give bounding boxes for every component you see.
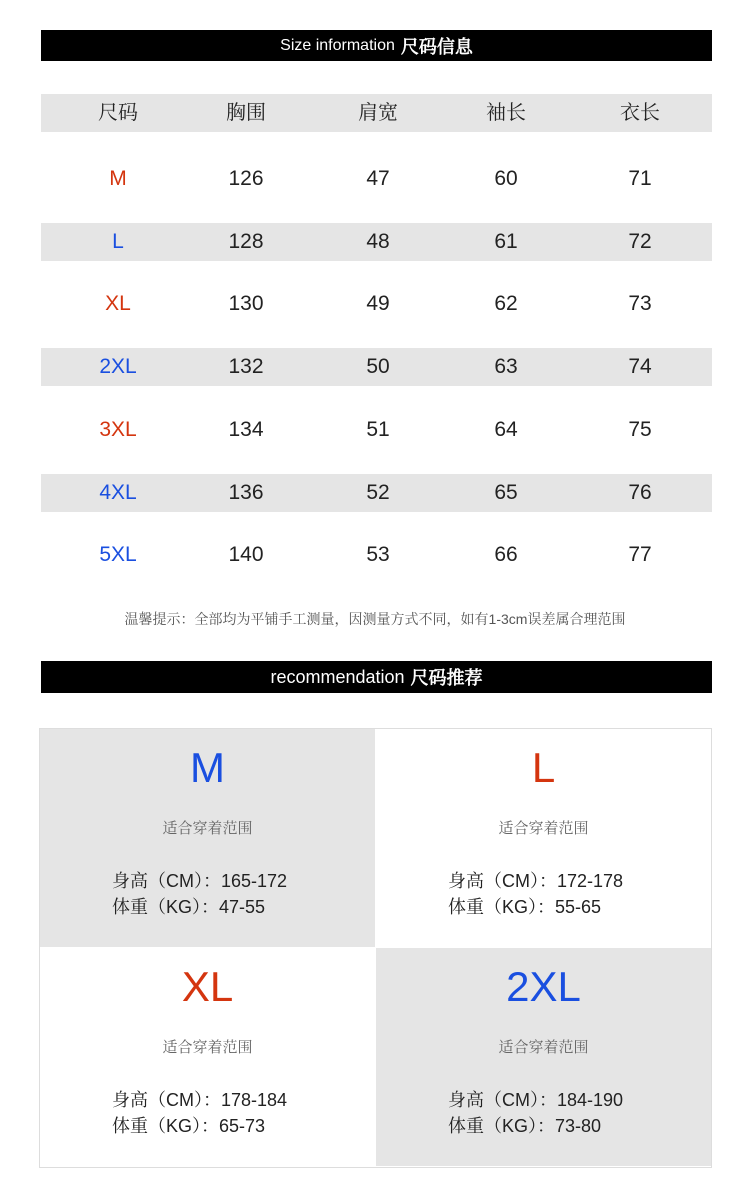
length-cell: 75 <box>628 418 652 441</box>
header-length: 衣长 <box>620 102 660 124</box>
card-height-range: 身高（CM）：165-172 <box>112 871 288 891</box>
card-fit-label: 适合穿着范围 <box>162 1039 253 1056</box>
card-size-label: 2XL <box>506 963 581 1010</box>
table-row <box>41 160 712 198</box>
table-row <box>41 474 712 512</box>
card-fit-label: 适合穿着范围 <box>498 1039 589 1056</box>
header-sleeve: 袖长 <box>486 102 526 124</box>
table-row <box>41 348 712 386</box>
size-header-zh: 尺码信息 <box>400 36 473 57</box>
size-cell: L <box>112 230 124 253</box>
recommendation-header <box>41 661 712 693</box>
shoulder-cell: 47 <box>366 167 390 190</box>
sleeve-cell: 65 <box>494 481 518 504</box>
table-row <box>41 411 712 449</box>
header-chest: 胸围 <box>226 102 266 124</box>
sleeve-cell: 61 <box>494 230 518 253</box>
chest-cell: 130 <box>228 292 264 315</box>
chest-cell: 134 <box>228 418 264 441</box>
shoulder-cell: 48 <box>366 230 390 253</box>
sleeve-cell: 66 <box>494 543 518 566</box>
size-cell: 3XL <box>99 418 137 441</box>
table-row <box>41 285 712 323</box>
rec-header-zh: 尺码推荐 <box>410 668 483 688</box>
card-size-label: L <box>531 744 556 791</box>
size-cell: 4XL <box>99 481 137 504</box>
card-size-label: XL <box>181 963 234 1010</box>
chest-cell: 136 <box>228 481 264 504</box>
card-weight-range: 体重（KG）：65-73 <box>112 1116 266 1136</box>
chest-cell: 132 <box>228 355 264 378</box>
card-fit-label: 适合穿着范围 <box>498 820 589 837</box>
recommendation-card-xl <box>40 948 375 1166</box>
card-weight-range: 体重（KG）：55-65 <box>448 897 602 917</box>
length-cell: 72 <box>628 230 652 253</box>
sleeve-cell: 63 <box>494 355 518 378</box>
card-weight-range: 体重（KG）：73-80 <box>448 1116 602 1136</box>
sleeve-cell: 62 <box>494 292 518 315</box>
length-cell: 76 <box>628 481 652 504</box>
chest-cell: 126 <box>228 167 264 190</box>
length-cell: 73 <box>628 292 652 315</box>
recommendation-card-l <box>376 729 711 947</box>
size-cell: 5XL <box>99 543 137 566</box>
shoulder-cell: 50 <box>366 355 390 378</box>
header-size: 尺码 <box>98 102 138 124</box>
header-shoulder: 肩宽 <box>358 102 398 124</box>
measurement-note: 温馨提示：全部均为平铺手工测量，因测量方式不同，如有1-3cm误差属合理范围 <box>124 611 626 627</box>
rec-header-en: recommendation <box>270 666 405 687</box>
card-weight-range: 体重（KG）：47-55 <box>112 897 266 917</box>
shoulder-cell: 53 <box>366 543 390 566</box>
sleeve-cell: 60 <box>494 167 518 190</box>
recommendation-card-m <box>40 729 375 947</box>
table-row <box>41 536 712 574</box>
size-cell: XL <box>105 292 131 315</box>
recommendation-card-2xl <box>376 948 711 1166</box>
recommendation-grid <box>39 728 712 1168</box>
table-header-row <box>41 94 712 132</box>
card-size-label: M <box>190 744 225 791</box>
length-cell: 74 <box>628 355 652 378</box>
card-height-range: 身高（CM）：172-178 <box>448 871 624 891</box>
chest-cell: 140 <box>228 543 264 566</box>
size-information-header <box>41 30 712 61</box>
table-row <box>41 223 712 261</box>
size-cell: 2XL <box>99 355 137 378</box>
length-cell: 71 <box>628 167 652 190</box>
sleeve-cell: 64 <box>494 418 518 441</box>
length-cell: 77 <box>628 543 652 566</box>
size-cell: M <box>109 167 127 190</box>
card-fit-label: 适合穿着范围 <box>162 820 253 837</box>
card-height-range: 身高（CM）：178-184 <box>112 1090 288 1110</box>
chest-cell: 128 <box>228 230 264 253</box>
shoulder-cell: 51 <box>366 418 390 441</box>
size-header-en: Size information <box>280 36 395 54</box>
shoulder-cell: 49 <box>366 292 390 315</box>
card-height-range: 身高（CM）：184-190 <box>448 1090 624 1110</box>
shoulder-cell: 52 <box>366 481 390 504</box>
